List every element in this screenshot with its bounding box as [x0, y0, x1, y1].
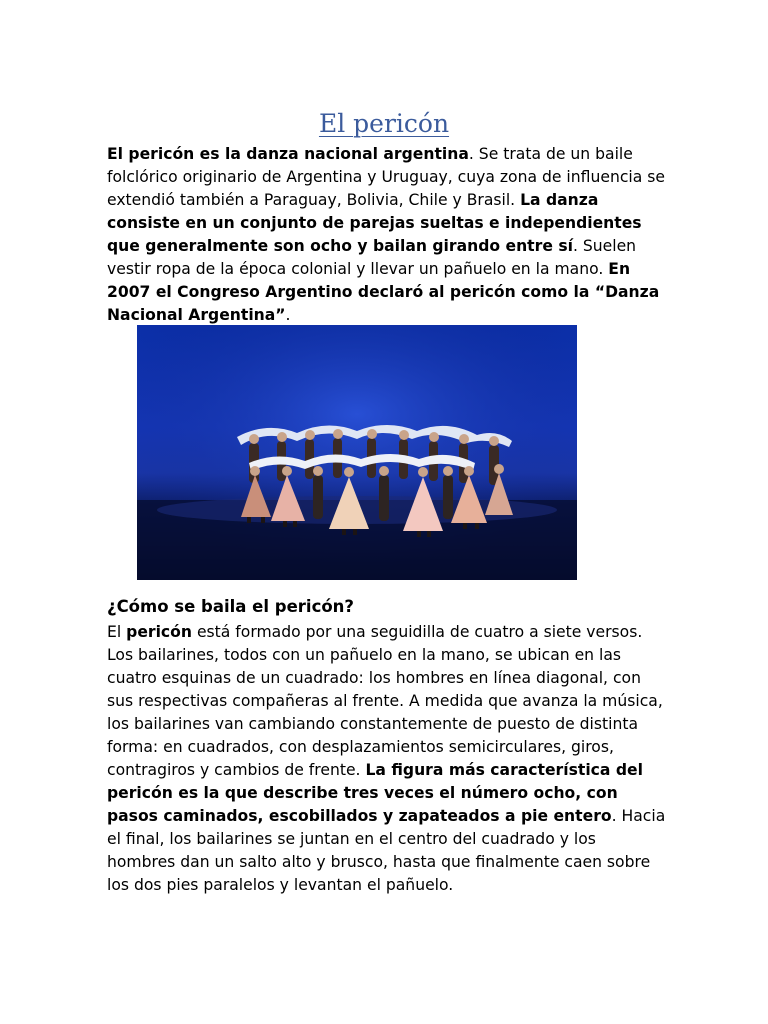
dance-illustration: [137, 325, 577, 580]
body-text-2: está formado por una seguidilla de cuatro a siete versos. Los bailarines, todos con un pañuelo en la mano, se ubican en las cuatro esquinas de un cuadrado: los hombres en línea diagonal, con sus respectivas compañeras al frente. A medida que avanza la música, los bailarines van cambiando constantemente de puesto de distinta forma: en cuadrados, con desplazamientos semicirculares, giros, contragiros y cambios de frente.: [107, 623, 663, 779]
body-bold-1: pericón: [126, 623, 192, 641]
intro-text-1: . Se trata de un baile folclórico originario de Argentina y Uruguay, cuya zona de influencia se extendió también a Paraguay, Bolivia, Chile y Brasil.: [107, 145, 665, 209]
intro-bold-3: En 2007 el Congreso Argentino declaró al pericón como la “Danza Nacional Argentina”: [107, 260, 660, 324]
body-text-3: . Hacia el final, los bailarines se juntan en el centro del cuadrado y los hombres dan un salto alto y brusco, hasta que finalmente caen sobre los dos pies paralelos y levantan el pañuelo.: [107, 807, 666, 894]
intro-bold-1: El pericón es la danza nacional argentina: [107, 145, 469, 163]
section-heading: ¿Cómo se baila el pericón?: [107, 597, 355, 616]
intro-paragraph: [107, 143, 667, 327]
dance-photo: [137, 325, 577, 580]
body-text-1: El: [107, 623, 127, 641]
page-title: El pericón: [318, 109, 450, 138]
body-paragraph: [107, 621, 667, 897]
body-bold-2: La figura más característica del pericón es la que describe tres veces el número ocho, con pasos caminados, escobillados y zapateados a pie entero: [107, 761, 643, 825]
intro-text-3: .: [285, 306, 291, 324]
intro-text-2: . Suelen vestir ropa de la época colonial y llevar un pañuelo en la mano.: [107, 237, 637, 278]
intro-bold-2: La danza consiste en un conjunto de parejas sueltas e independientes que generalmente son ocho y bailan girando entre sí: [107, 191, 642, 255]
